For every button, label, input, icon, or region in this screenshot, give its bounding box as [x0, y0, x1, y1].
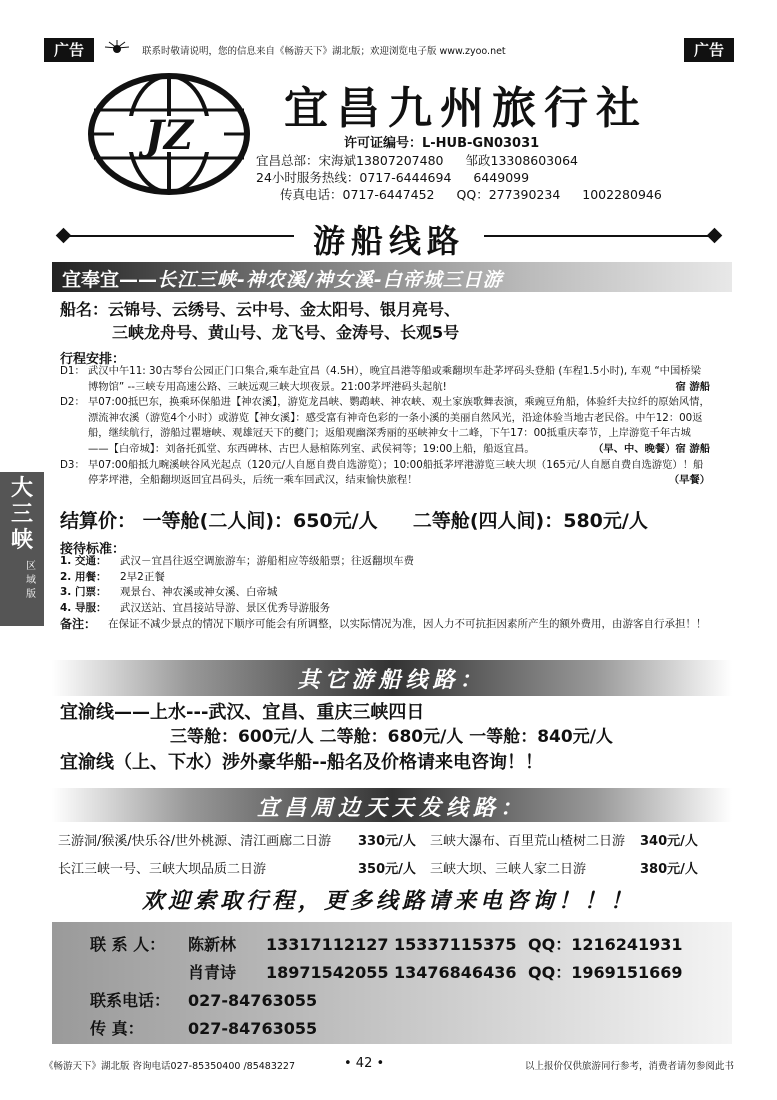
- standard-item: 1. 交通： 武汉－宜昌往返空调旅游车；游船相应等级船票；往返翻坝车费: [60, 555, 414, 567]
- other-routes-title: 其它游船线路：: [297, 668, 487, 693]
- day-label: D2：: [60, 396, 85, 409]
- agency-header: [44, 66, 734, 206]
- fax-number: 0717-6447452: [342, 187, 435, 202]
- page-footer: [44, 1058, 734, 1074]
- day-text: 早07:00抵巴东，换乘环保船进【神农溪】，游览龙昌峡、鹦鹉峡、神农峡、观土家族歌舞表演，乘豌豆角船，体验纤夫拉纤的原始风情，漂流神农溪（游览4个小时）或游览【神女溪】：感受富有神奇色彩的一条小溪的美丽自然风光，沿途体验当地古老民俗。中午12：00返船，继续航行，游船过瞿塘峡、观雄冠天下的夔门；返船观幽深秀丽的巫峡神女十二峰，下午17：00抵重庆奉节，上岸游览千年古城——【白帝城】：刘备托孤堂、东西碑林、古巴人悬棺陈列室、武侯祠等；19:00上船，船返宜昌。: [88, 396, 710, 455]
- hq-row: [256, 152, 662, 169]
- logo-letters: JZ: [144, 112, 194, 159]
- day-text: 早07:00船抵九畹溪峡谷风光起点（120元/人自愿自费自选游览）；10:00船抵茅坪港游览三峡大坝（165元/人自愿自费自选游览）！船停茅坪港，全船翻坝返回宜昌码头，后统一乘车回武汉，结束愉快旅程！: [88, 458, 704, 487]
- day-3: [60, 458, 710, 489]
- day-text: 武汉中午11: 30古琴台公园正门口集合,乘车赴宜昌（4.5H），晚宜昌港等船或乘翻坝车赴茅坪码头登船 (车程1.5小时), 车观 “中国桥梁博物馆” --三峡专用高速公路、三峡远观三峡大坝夜景。21:00茅坪港码头起航!: [88, 365, 701, 393]
- day-label: D1：: [60, 365, 85, 377]
- contact-person-2: 肖青诗 18971542055 13476846436 QQ：1969151669: [188, 963, 683, 982]
- price-label: 结算价：: [60, 510, 137, 532]
- publication-logo-icon: [100, 38, 134, 62]
- ad-tag-right: 广告: [684, 38, 734, 62]
- license-number: 许可证编号：L-HUB-GN03031: [344, 136, 540, 151]
- day-tail: 宿 游船: [675, 380, 710, 393]
- agency-name: 宜昌九州旅行社: [284, 83, 648, 134]
- side-tab-title: 大三峡: [10, 476, 33, 553]
- day-1: [60, 364, 710, 395]
- daily-trips: [58, 828, 718, 884]
- top-bar: [44, 38, 734, 64]
- hotline-phone: 0717-6444694: [359, 170, 452, 185]
- ship-names: [60, 298, 460, 344]
- remark-text: 在保证不减少景点的情况下顺序可能会有所调整，以实际情况为准，因人力不可抗拒因素所产生的额外费用，由游客自行承担！！: [108, 618, 707, 630]
- settlement-price: [60, 506, 648, 533]
- price-first-class: 一等舱(二人间)：650元/人: [142, 510, 378, 532]
- route-name: 宜奉宜——: [62, 269, 158, 291]
- hotline-label: 24小时服务热线：: [256, 170, 360, 185]
- remark-label: 备注：: [60, 617, 97, 631]
- day-tail: （早、中、晚餐）宿 游船: [593, 442, 710, 455]
- luxury-ship-route: 宜渝线（上、下水）涉外豪华船--船名及价格请来电咨询！！: [60, 752, 543, 773]
- zou-label: 邹政: [465, 153, 491, 168]
- itinerary-days: [60, 364, 710, 489]
- yichang-chongqing-route: 宜渝线——上水---武汉、宜昌、重庆三峡四日: [60, 702, 425, 723]
- zou-phone: 13308603064: [490, 153, 578, 168]
- standard-label: 接待标准：: [60, 542, 126, 557]
- standard-item: 4. 导服： 武汉送站、宜昌接站导游、景区优秀导游服务: [60, 601, 330, 614]
- agency-contacts: [256, 152, 662, 203]
- route-banner-label: [62, 265, 503, 292]
- ad-tag-left: 广告: [44, 38, 94, 62]
- section-title-text: 游船线路: [312, 222, 465, 260]
- ship-names-line-1: 船名：云锦号、云绣号、云中号、金太阳号、银月亮号、: [60, 300, 461, 319]
- standard-item: 3. 门票： 观景台、神农溪或神女溪、白帝城: [60, 586, 278, 598]
- yichang-chongqing-prices: 三等舱：600元/人 二等舱：680元/人 一等舱：840元/人: [170, 727, 613, 747]
- itinerary-label: 行程安排：: [60, 352, 126, 367]
- contact-box: [52, 922, 732, 1044]
- trip-row: 长江三峡一号、三峡大坝品质二日游 350元/人 三峡大坝、三峡人家二日游 380元/人: [58, 862, 698, 877]
- trip-row: 三游洞/猴溪/快乐谷/世外桃源、清江画廊二日游 330元/人 三峡大瀑布、百里荒山楂树二日游 340元/人: [58, 834, 698, 849]
- ship-names-line-2: 三峡龙舟号、黄山号、龙飞号、金涛号、长观5号: [112, 323, 460, 342]
- hotline-phone-2: 6449099: [473, 170, 530, 185]
- qq-1: 277390234: [488, 187, 561, 202]
- welcome-slogan: 欢迎索取行程，更多线路请来电咨询！！！: [141, 889, 636, 914]
- top-notice: 联系时敬请说明，您的信息来自《畅游天下》湖北版；欢迎浏览电子版 www.zyoo.net: [142, 46, 506, 57]
- daily-routes-banner: [52, 788, 732, 822]
- standard-item: 2. 用餐： 2早2正餐: [60, 570, 165, 583]
- day-2: [60, 395, 710, 457]
- hotline-row: [256, 169, 662, 186]
- hq-phone: 13807207480: [356, 153, 444, 168]
- fax-row: [256, 186, 662, 203]
- contact-phone: 联系电话： 027-84763055: [90, 991, 318, 1010]
- hq-label: 宜昌总部：宋海斌: [256, 153, 357, 168]
- route-subtitle: 长江三峡-神农溪/神女溪-白帝城三日游: [157, 269, 503, 291]
- qq-2: 1002280946: [582, 187, 662, 202]
- section-title: [44, 216, 734, 260]
- other-routes-banner: [52, 660, 732, 696]
- standards-list: [60, 554, 414, 616]
- daily-routes-title: 宜昌周边天天发线路：: [256, 796, 527, 821]
- page-number: • 42 •: [344, 1056, 385, 1071]
- fax-label: 传真电话：: [280, 187, 343, 202]
- remark: [60, 617, 710, 633]
- price-second-class: 二等舱(四人间)：580元/人: [412, 510, 648, 532]
- region-side-tab: [0, 472, 44, 626]
- agency-globe-logo: [84, 70, 254, 198]
- contact-person-1: 联 系 人： 陈新林 13317112127 15337115375 QQ：1216241931: [90, 935, 683, 954]
- contact-fax: 传 真： 027-84763055: [90, 1019, 318, 1038]
- footer-left: 《畅游天下》湖北版 咨询电话027-85350400 /85483227: [44, 1061, 296, 1072]
- day-label: D3：: [60, 458, 85, 471]
- route-banner: [52, 262, 732, 292]
- footer-right: 以上报价仅供旅游同行参考，消费者请勿参阅此书: [524, 1061, 734, 1072]
- day-tail: （早餐）: [668, 474, 710, 487]
- qq-label: QQ：: [456, 187, 489, 202]
- side-tab-subtitle: 区域版: [26, 561, 36, 600]
